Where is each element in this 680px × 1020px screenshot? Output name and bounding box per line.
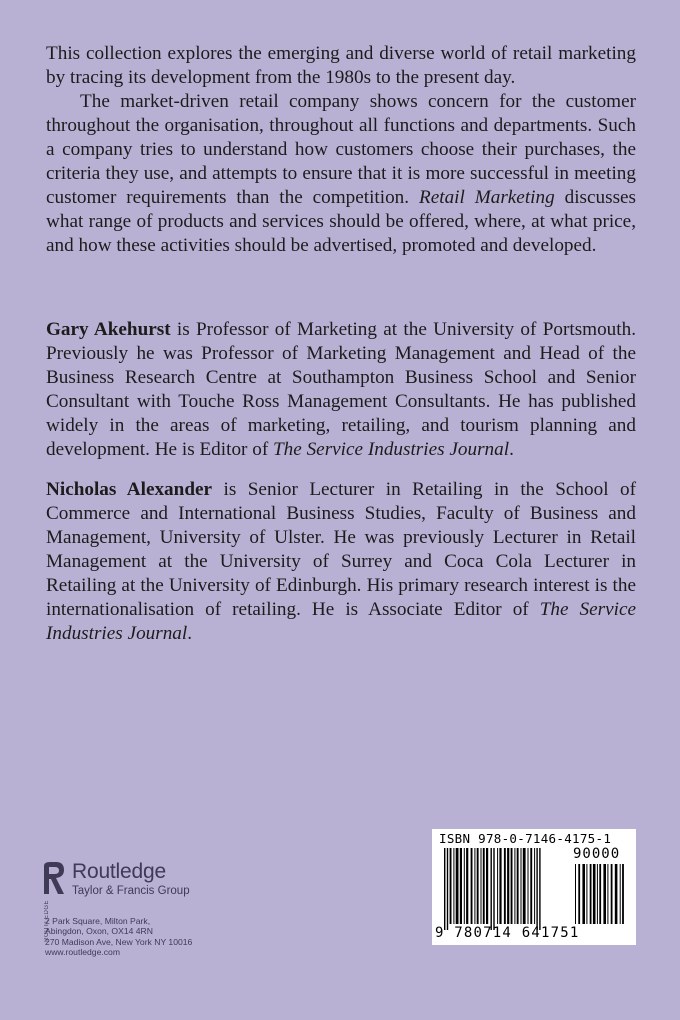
ean-digits: [435, 925, 579, 941]
barcode-bar: [493, 848, 494, 930]
bio-period: .: [187, 623, 193, 644]
barcode-bar: [447, 848, 448, 930]
barcode-bar: [603, 864, 606, 924]
barcode-bar: [444, 848, 445, 930]
journal-title: The Service Industries Journal: [46, 599, 637, 644]
barcode-bar: [611, 864, 613, 924]
barcode-bar: [486, 848, 488, 924]
isbn-barcode: [432, 829, 636, 945]
price-addon-label: 90000: [573, 846, 621, 862]
barcode-bar: [593, 864, 596, 924]
barcode-bar: [504, 848, 506, 924]
publisher-website: www.routledge.com: [45, 947, 120, 958]
barcode-bar: [450, 848, 452, 924]
barcode-bar: [514, 848, 515, 924]
barcode-bar: [464, 848, 465, 924]
barcode-bar: [582, 864, 585, 924]
author-name: Nicholas Alexander: [46, 479, 213, 500]
author-bio-text: is Professor of Marketing at the University of Portsmouth. Previously he was Professor of Marketing Management and Head of the Business Research Centre at Southampton Business School and Senior Consultant with Touche Ross Management Consultants. He has published widely in the areas of marketing, retailing, and tourism planning and development. He is Editor of: [46, 319, 636, 460]
barcode-bar: [453, 848, 454, 924]
barcode-bar: [607, 864, 608, 924]
routledge-logo-icon: [42, 860, 66, 896]
barcode-bar: [481, 848, 482, 924]
barcode-bar: [586, 864, 587, 924]
barcode-bar: [590, 864, 592, 924]
barcode-bar: [507, 848, 509, 924]
ean-first-digit: 9: [435, 925, 445, 941]
barcode-bar: [523, 848, 526, 924]
address-line: 270 Madison Ave, New York NY 10016: [45, 936, 193, 947]
barcode-bar: [521, 848, 522, 924]
blurb-paragraph-2-text: The market-driven retail company shows concern for the customer throughout the organisation, throughout all functions and departments. Such a company tries to understand how customers choose their purchases, the criteria they use, and attempts to ensure that it is more successful in meeting customer requirements than the competition.: [46, 91, 636, 208]
barcode-bar: [622, 864, 624, 924]
author-bio-akehurst: [46, 318, 636, 462]
isbn-label: ISBN 978-0-7146-4175-1: [439, 831, 612, 846]
publisher-name: Routledge: [72, 860, 166, 883]
barcode-bar: [539, 848, 540, 930]
publisher-vertical-wordmark: ROUTLEDGE: [44, 900, 50, 942]
barcode-bar: [477, 848, 479, 924]
barcode-bar: [534, 848, 535, 924]
author-name: Gary Akehurst: [46, 319, 171, 340]
barcode-bar: [528, 848, 529, 924]
barcode-bar: [615, 864, 618, 924]
barcode-bar: [517, 848, 519, 924]
barcode-bar: [620, 864, 621, 924]
blurb-paragraph-2-end: discusses what range of products and services should be offered, where, at what price, and how these activities should be advertised, promoted and developed.: [46, 187, 637, 256]
barcode-bar: [471, 848, 473, 924]
back-cover-blurb: [46, 42, 636, 258]
barcode-bar: [491, 848, 492, 930]
barcode-bar: [483, 848, 485, 924]
barcode-bar: [456, 848, 459, 924]
barcode-bar: [497, 848, 498, 924]
address-line: Abingdon, Oxon, OX14 4RN: [45, 926, 153, 937]
barcode-bar: [575, 864, 576, 924]
barcode-bar: [511, 848, 513, 924]
publisher-subtitle: Taylor & Francis Group: [72, 885, 190, 897]
blurb-paragraph-1: This collection explores the emerging and diverse world of retail marketing by tracing its development from the 1980s to the present day.: [46, 43, 636, 88]
blurb-paragraph-2: [46, 90, 636, 258]
barcode-bar: [578, 864, 580, 924]
barcode-bar: [597, 864, 598, 924]
publisher-address: [45, 916, 192, 958]
barcode-bar: [499, 848, 501, 924]
barcode-bar: [474, 848, 475, 924]
barcode-bar: [460, 848, 462, 924]
ean-right-digits: 641751: [521, 925, 580, 941]
address-line: 2 Park Square, Milton Park,: [45, 916, 151, 926]
author-bio-alexander: [46, 478, 636, 646]
author-bio-text: is Senior Lecturer in Retailing in the School of Commerce and International Business Studies, Faculty of Business and Management, University of Ulster. He was previously Lecturer in Retail Management at the University of Surrey and Coca Cola Lecturer in Retailing at the University of Edinburgh. His primary research interest is the internationalisation of retailing. He is Associate Editor of: [46, 479, 636, 620]
book-title-italic: Retail Marketing: [419, 187, 555, 208]
barcode-bar: [530, 848, 532, 924]
ean-left-digits: 780714: [454, 925, 513, 941]
barcode-bar: [536, 848, 537, 930]
barcode-bar: [599, 864, 601, 924]
barcode-bar: [466, 848, 468, 924]
journal-title: The Service Industries Journal: [273, 439, 510, 460]
bio-period: .: [509, 439, 514, 460]
